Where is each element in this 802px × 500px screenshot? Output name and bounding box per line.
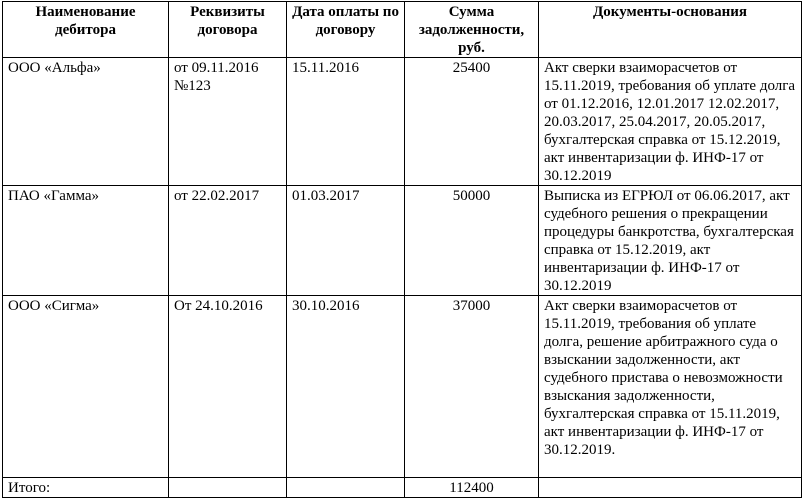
cell-debtor: ООО «Альфа» — [3, 58, 169, 186]
cell-documents: Акт сверки взаиморасчетов от 15.11.2019, требования об уплате долга от 01.12.2016, 12.01.2017 12.02.2017, 20.03.2017, 25.04.2017, 20.05.2017, бухгалтерская справка от 15.12.2019, акт инвентаризации ф. ИНФ-17 от 30.12.2019 — [539, 58, 802, 186]
table-header-row — [3, 2, 802, 58]
total-empty-cell — [287, 478, 405, 498]
cell-contract: от 22.02.2017 — [169, 186, 287, 296]
total-empty-cell — [169, 478, 287, 498]
table-row — [3, 58, 802, 186]
total-amount: 112400 — [405, 478, 539, 498]
total-empty-cell — [539, 478, 802, 498]
cell-debtor: ООО «Сигма» — [3, 296, 169, 478]
cell-amount: 50000 — [405, 186, 539, 296]
cell-debtor: ПАО «Гамма» — [3, 186, 169, 296]
header-amount: Сумма задолженности, руб. — [405, 2, 539, 58]
cell-payment-date: 15.11.2016 — [287, 58, 405, 186]
total-row — [3, 478, 802, 498]
table-row — [3, 296, 802, 478]
cell-amount: 37000 — [405, 296, 539, 478]
total-label: Итого: — [3, 478, 169, 498]
header-contract: Реквизиты договора — [169, 2, 287, 58]
header-debtor: Наименование дебитора — [3, 2, 169, 58]
cell-amount: 25400 — [405, 58, 539, 186]
cell-contract: От 24.10.2016 — [169, 296, 287, 478]
header-documents: Документы-основания — [539, 2, 802, 58]
cell-payment-date: 01.03.2017 — [287, 186, 405, 296]
cell-payment-date: 30.10.2016 — [287, 296, 405, 478]
table-row — [3, 186, 802, 296]
cell-documents: Акт сверки взаиморасчетов от 15.11.2019, требования об уплате долга, решение арбитражного суда о взыскании задолженности, акт судебного пристава о невозможности взыскания задолженности, бухгалтерская справка от 15.11.2019, акт инвентаризации ф. ИНФ-17 от 30.12.2019. — [539, 296, 802, 478]
header-payment-date: Дата оплаты по договору — [287, 2, 405, 58]
debtors-table — [2, 1, 802, 498]
cell-documents: Выписка из ЕГРЮЛ от 06.06.2017, акт судебного решения о прекращении процедуры банкротства, бухгалтерская справка от 15.12.2019, акт инвентаризации ф. ИНФ-17 от 30.12.2019 — [539, 186, 802, 296]
cell-contract: от 09.11.2016 №123 — [169, 58, 287, 186]
